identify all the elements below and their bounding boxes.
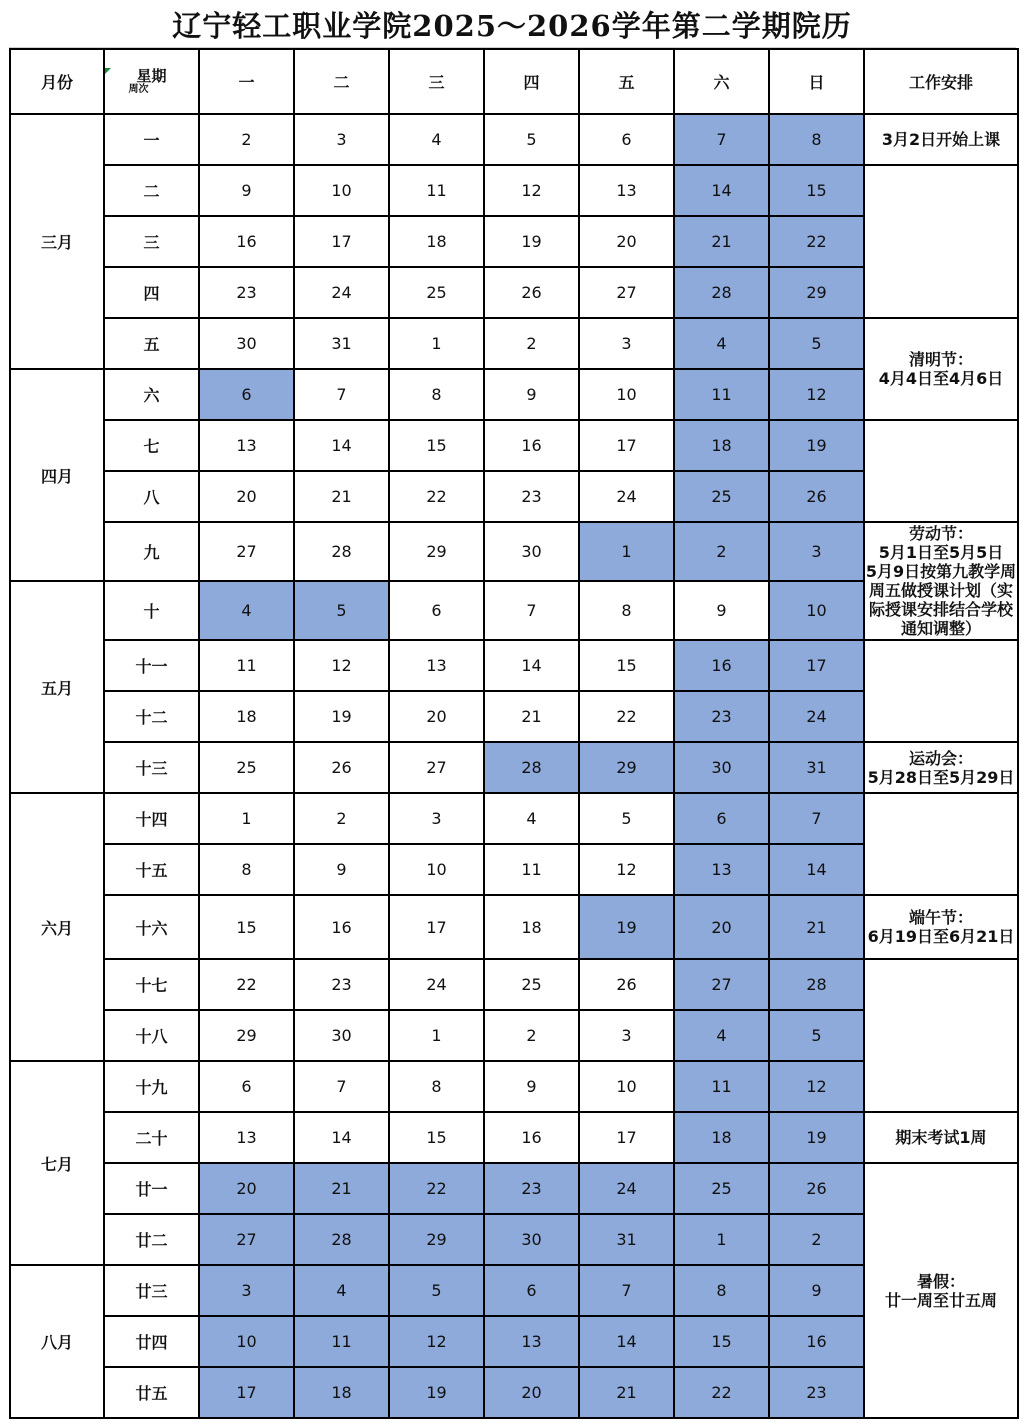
date-cell: 13	[389, 640, 484, 691]
date-cell: 6	[199, 1061, 294, 1112]
date-cell: 6	[389, 581, 484, 640]
holiday-date-cell: 15	[674, 1316, 769, 1367]
week-row	[10, 114, 1018, 165]
week-number-cell: 十七	[104, 959, 199, 1010]
holiday-date-cell: 4	[199, 581, 294, 640]
work-arrangement-text: 端午节： 6月19日至6月21日	[867, 908, 1015, 946]
date-cell: 17	[579, 420, 674, 471]
holiday-date-cell: 1	[579, 522, 674, 581]
date-cell: 21	[294, 471, 389, 522]
week-number-cell: 廿四	[104, 1316, 199, 1367]
work-arrangement-cell	[864, 522, 1018, 640]
date-cell: 14	[294, 420, 389, 471]
holiday-date-cell: 16	[769, 1316, 864, 1367]
date-cell: 9	[484, 369, 579, 420]
date-cell: 20	[389, 691, 484, 742]
holiday-date-cell: 30	[674, 742, 769, 793]
date-cell: 23	[199, 267, 294, 318]
week-row	[10, 420, 1018, 471]
date-cell: 5	[484, 114, 579, 165]
holiday-date-cell: 19	[579, 895, 674, 959]
date-cell: 16	[484, 420, 579, 471]
date-cell: 15	[389, 420, 484, 471]
holiday-date-cell: 28	[769, 959, 864, 1010]
month-cell: 八月	[10, 1265, 104, 1418]
holiday-date-cell: 6	[484, 1265, 579, 1316]
date-cell: 7	[294, 369, 389, 420]
holiday-date-cell: 11	[674, 369, 769, 420]
week-number-cell: 十三	[104, 742, 199, 793]
date-cell: 7	[484, 581, 579, 640]
holiday-date-cell: 10	[769, 581, 864, 640]
holiday-date-cell: 28	[674, 267, 769, 318]
week-number-cell: 廿三	[104, 1265, 199, 1316]
holiday-date-cell: 2	[674, 522, 769, 581]
date-cell: 20	[579, 216, 674, 267]
date-cell: 24	[294, 267, 389, 318]
date-cell: 2	[199, 114, 294, 165]
holiday-date-cell: 5	[769, 1010, 864, 1061]
date-cell: 17	[389, 895, 484, 959]
date-cell: 12	[484, 165, 579, 216]
date-cell: 29	[389, 522, 484, 581]
holiday-date-cell: 16	[674, 640, 769, 691]
holiday-date-cell: 20	[484, 1367, 579, 1418]
holiday-date-cell: 17	[199, 1367, 294, 1418]
date-cell: 25	[199, 742, 294, 793]
date-cell: 11	[389, 165, 484, 216]
holiday-date-cell: 21	[579, 1367, 674, 1418]
date-cell: 26	[484, 267, 579, 318]
date-cell: 8	[389, 369, 484, 420]
date-cell: 8	[389, 1061, 484, 1112]
page-title: 辽宁轻工职业学院2025～2026学年第二学期院历	[172, 8, 852, 43]
week-row	[10, 640, 1018, 691]
header-week-label: 周次	[128, 83, 149, 95]
header-day-wed: 三	[389, 49, 484, 114]
week-number-cell: 一	[104, 114, 199, 165]
holiday-date-cell: 27	[674, 959, 769, 1010]
date-cell: 30	[294, 1010, 389, 1061]
week-number-cell: 十二	[104, 691, 199, 742]
holiday-date-cell: 10	[199, 1316, 294, 1367]
holiday-date-cell: 11	[294, 1316, 389, 1367]
week-row	[10, 959, 1018, 1010]
date-cell: 18	[484, 895, 579, 959]
work-arrangement-text: 暑假： 廿一周至廿五周	[884, 1271, 997, 1310]
date-cell: 31	[294, 318, 389, 369]
date-cell: 14	[294, 1112, 389, 1163]
date-cell: 24	[389, 959, 484, 1010]
header-day-sun: 日	[769, 49, 864, 114]
holiday-date-cell: 25	[674, 1163, 769, 1214]
date-cell: 10	[389, 844, 484, 895]
holiday-date-cell: 29	[579, 742, 674, 793]
work-arrangement-cell	[864, 742, 1018, 793]
date-cell: 25	[389, 267, 484, 318]
header-month: 月份	[10, 49, 104, 114]
date-cell: 21	[484, 691, 579, 742]
holiday-date-cell: 19	[389, 1367, 484, 1418]
holiday-date-cell: 24	[579, 1163, 674, 1214]
holiday-date-cell: 8	[674, 1265, 769, 1316]
date-cell: 1	[389, 318, 484, 369]
holiday-date-cell: 28	[294, 1214, 389, 1265]
date-cell: 10	[294, 165, 389, 216]
month-cell: 三月	[10, 114, 104, 369]
date-cell: 12	[294, 640, 389, 691]
week-number-cell: 廿一	[104, 1163, 199, 1214]
holiday-date-cell: 7	[579, 1265, 674, 1316]
work-arrangement-text: 期末考试1周	[895, 1128, 987, 1147]
date-cell: 2	[484, 318, 579, 369]
date-cell: 30	[484, 522, 579, 581]
week-number-cell: 二十	[104, 1112, 199, 1163]
holiday-date-cell: 14	[579, 1316, 674, 1367]
date-cell: 17	[579, 1112, 674, 1163]
date-cell: 19	[294, 691, 389, 742]
holiday-date-cell: 24	[769, 691, 864, 742]
week-row	[10, 793, 1018, 844]
work-arrangement-cell	[864, 1112, 1018, 1163]
corner-marker	[105, 68, 111, 74]
date-cell: 16	[484, 1112, 579, 1163]
holiday-date-cell: 18	[674, 1112, 769, 1163]
date-cell: 11	[484, 844, 579, 895]
date-cell: 16	[199, 216, 294, 267]
work-arrangement-empty-cell	[864, 640, 1018, 742]
holiday-date-cell: 26	[769, 1163, 864, 1214]
date-cell: 10	[579, 1061, 674, 1112]
date-cell: 26	[294, 742, 389, 793]
week-number-cell: 二	[104, 165, 199, 216]
week-number-cell: 三	[104, 216, 199, 267]
holiday-date-cell: 19	[769, 1112, 864, 1163]
holiday-date-cell: 19	[769, 420, 864, 471]
holiday-date-cell: 5	[294, 581, 389, 640]
holiday-date-cell: 23	[484, 1163, 579, 1214]
work-arrangement-cell	[864, 895, 1018, 959]
date-cell: 3	[579, 1010, 674, 1061]
holiday-date-cell: 18	[294, 1367, 389, 1418]
week-number-cell: 廿二	[104, 1214, 199, 1265]
header-day-mon: 一	[199, 49, 294, 114]
date-cell: 2	[484, 1010, 579, 1061]
header-day-thu: 四	[484, 49, 579, 114]
holiday-date-cell: 1	[674, 1214, 769, 1265]
date-cell: 5	[579, 793, 674, 844]
holiday-date-cell: 18	[674, 420, 769, 471]
date-cell: 30	[199, 318, 294, 369]
date-cell: 29	[199, 1010, 294, 1061]
week-number-cell: 十	[104, 581, 199, 640]
date-cell: 9	[294, 844, 389, 895]
date-cell: 27	[579, 267, 674, 318]
holiday-date-cell: 8	[769, 114, 864, 165]
work-arrangement-cell	[864, 1163, 1018, 1418]
date-cell: 6	[579, 114, 674, 165]
holiday-date-cell: 31	[769, 742, 864, 793]
holiday-date-cell: 21	[294, 1163, 389, 1214]
holiday-date-cell: 21	[769, 895, 864, 959]
work-arrangement-text: 3月2日开始上课	[881, 130, 1001, 149]
week-number-cell: 九	[104, 522, 199, 581]
date-cell: 27	[389, 742, 484, 793]
holiday-date-cell: 9	[769, 1265, 864, 1316]
date-cell: 8	[199, 844, 294, 895]
week-number-cell: 六	[104, 369, 199, 420]
date-cell: 25	[484, 959, 579, 1010]
holiday-date-cell: 7	[674, 114, 769, 165]
date-cell: 23	[484, 471, 579, 522]
date-cell: 13	[199, 1112, 294, 1163]
date-cell: 8	[579, 581, 674, 640]
holiday-date-cell: 4	[674, 318, 769, 369]
work-arrangement-empty-cell	[864, 793, 1018, 895]
date-cell: 23	[294, 959, 389, 1010]
date-cell: 28	[294, 522, 389, 581]
date-cell: 2	[294, 793, 389, 844]
date-cell: 4	[389, 114, 484, 165]
week-row	[10, 522, 1018, 581]
work-arrangement-empty-cell	[864, 959, 1018, 1112]
week-number-cell: 十五	[104, 844, 199, 895]
date-cell: 24	[579, 471, 674, 522]
date-cell: 22	[199, 959, 294, 1010]
date-cell: 15	[579, 640, 674, 691]
date-cell: 22	[579, 691, 674, 742]
holiday-date-cell: 26	[769, 471, 864, 522]
holiday-date-cell: 6	[199, 369, 294, 420]
holiday-date-cell: 14	[769, 844, 864, 895]
date-cell: 11	[199, 640, 294, 691]
week-number-cell: 十四	[104, 793, 199, 844]
date-cell: 13	[199, 420, 294, 471]
date-cell: 16	[294, 895, 389, 959]
calendar-body	[10, 49, 1018, 1418]
date-cell: 12	[579, 844, 674, 895]
holiday-date-cell: 22	[389, 1163, 484, 1214]
date-cell: 17	[294, 216, 389, 267]
date-cell: 9	[199, 165, 294, 216]
date-cell: 22	[389, 471, 484, 522]
holiday-date-cell: 17	[769, 640, 864, 691]
week-number-cell: 四	[104, 267, 199, 318]
month-cell: 六月	[10, 793, 104, 1061]
holiday-date-cell: 22	[674, 1367, 769, 1418]
date-cell: 7	[294, 1061, 389, 1112]
work-arrangement-cell	[864, 318, 1018, 420]
holiday-date-cell: 3	[769, 522, 864, 581]
week-number-cell: 十一	[104, 640, 199, 691]
date-cell: 9	[674, 581, 769, 640]
holiday-date-cell: 7	[769, 793, 864, 844]
holiday-date-cell: 15	[769, 165, 864, 216]
week-number-cell: 五	[104, 318, 199, 369]
holiday-date-cell: 31	[579, 1214, 674, 1265]
academic-calendar-table	[9, 48, 1019, 1419]
date-cell: 15	[389, 1112, 484, 1163]
date-cell: 3	[294, 114, 389, 165]
work-arrangement-cell	[864, 114, 1018, 165]
holiday-date-cell: 20	[674, 895, 769, 959]
holiday-date-cell: 23	[769, 1367, 864, 1418]
date-cell: 18	[199, 691, 294, 742]
holiday-date-cell: 13	[484, 1316, 579, 1367]
week-number-cell: 八	[104, 471, 199, 522]
date-cell: 15	[199, 895, 294, 959]
holiday-date-cell: 4	[294, 1265, 389, 1316]
header-day-tue: 二	[294, 49, 389, 114]
holiday-date-cell: 21	[674, 216, 769, 267]
date-cell: 1	[389, 1010, 484, 1061]
holiday-date-cell: 3	[199, 1265, 294, 1316]
week-row	[10, 1112, 1018, 1163]
holiday-date-cell: 25	[674, 471, 769, 522]
date-cell: 26	[579, 959, 674, 1010]
header-work: 工作安排	[864, 49, 1018, 114]
week-row	[10, 895, 1018, 959]
holiday-date-cell: 6	[674, 793, 769, 844]
holiday-date-cell: 5	[389, 1265, 484, 1316]
month-cell: 七月	[10, 1061, 104, 1265]
work-arrangement-text: 运动会： 5月28日至5月29日	[867, 748, 1015, 787]
date-cell: 10	[579, 369, 674, 420]
week-number-cell: 廿五	[104, 1367, 199, 1418]
date-cell: 14	[484, 640, 579, 691]
date-cell: 19	[484, 216, 579, 267]
work-arrangement-empty-cell	[864, 420, 1018, 522]
holiday-date-cell: 22	[769, 216, 864, 267]
holiday-date-cell: 28	[484, 742, 579, 793]
month-cell: 五月	[10, 581, 104, 793]
week-number-cell: 十六	[104, 895, 199, 959]
holiday-date-cell: 2	[769, 1214, 864, 1265]
holiday-date-cell: 27	[199, 1214, 294, 1265]
holiday-date-cell: 11	[674, 1061, 769, 1112]
holiday-date-cell: 30	[484, 1214, 579, 1265]
date-cell: 13	[579, 165, 674, 216]
week-number-cell: 十八	[104, 1010, 199, 1061]
holiday-date-cell: 4	[674, 1010, 769, 1061]
date-cell: 18	[389, 216, 484, 267]
date-cell: 1	[199, 793, 294, 844]
holiday-date-cell: 5	[769, 318, 864, 369]
header-row	[10, 49, 1018, 114]
holiday-date-cell: 23	[674, 691, 769, 742]
month-cell: 四月	[10, 369, 104, 581]
holiday-date-cell: 13	[674, 844, 769, 895]
holiday-date-cell: 12	[769, 1061, 864, 1112]
holiday-date-cell: 29	[769, 267, 864, 318]
header-day-sat: 六	[674, 49, 769, 114]
holiday-date-cell: 14	[674, 165, 769, 216]
work-arrangement-empty-cell	[864, 165, 1018, 318]
holiday-date-cell: 20	[199, 1163, 294, 1214]
date-cell: 3	[389, 793, 484, 844]
holiday-date-cell: 12	[389, 1316, 484, 1367]
date-cell: 4	[484, 793, 579, 844]
header-weekday-week-corner	[104, 49, 199, 114]
holiday-date-cell: 12	[769, 369, 864, 420]
header-weekday-label: 星期	[136, 66, 167, 85]
header-day-fri: 五	[579, 49, 674, 114]
work-arrangement-text: 劳动节： 5月1日至5月5日 5月9日按第九教学周周五做授课计划（实际授课安排结合学校通知调整）	[865, 524, 1017, 638]
week-row	[10, 165, 1018, 216]
date-cell: 3	[579, 318, 674, 369]
holiday-date-cell: 29	[389, 1214, 484, 1265]
week-row	[10, 742, 1018, 793]
week-row	[10, 1163, 1018, 1214]
week-number-cell: 七	[104, 420, 199, 471]
week-row	[10, 318, 1018, 369]
date-cell: 9	[484, 1061, 579, 1112]
work-arrangement-text: 清明节： 4月4日至4月6日	[878, 350, 1004, 388]
date-cell: 20	[199, 471, 294, 522]
date-cell: 27	[199, 522, 294, 581]
week-number-cell: 十九	[104, 1061, 199, 1112]
